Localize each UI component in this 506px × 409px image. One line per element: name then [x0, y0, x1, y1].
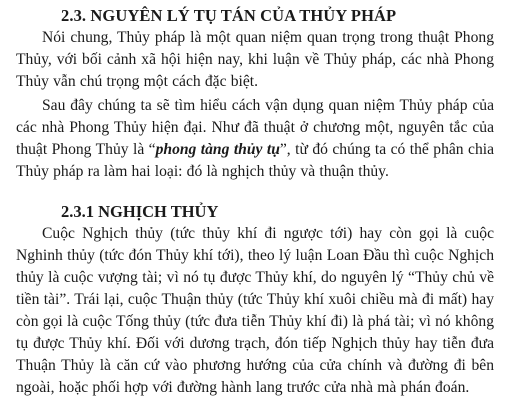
emphasized-term: phong tàng thủy tụ	[155, 141, 280, 158]
paragraph-classification-before: Sau đây chúng ta sẽ tìm hiểu cách vận dụng quan niệm Thủy pháp của các nhà Phong Thủy hiện đại. Như đã thuật ở chương một, nguyên tắc của thuật Phong Thủy là “	[16, 97, 494, 158]
section-title: 2.3. NGUYÊN LÝ TỤ TÁN CỦA THỦY PHÁP	[61, 6, 397, 25]
paragraph-classification	[16, 95, 494, 183]
paragraph-classification-after: ”, từ đó chúng ta có thể phân chia Thủy pháp ra làm hai loại: đó là nghịch thủy và thuận thủy.	[16, 141, 494, 180]
subsection-title: 2.3.1 NGHỊCH THỦY	[61, 202, 219, 221]
paragraph-intro: Nói chung, Thủy pháp là một quan niệm quan trọng trong thuật Phong Thủy, với bối cảnh xã hội hiện nay, khi luận về Thủy pháp, các nhà Phong Thủy vẫn chú trọng một cách đặc biệt.	[16, 29, 494, 90]
paragraph-nghich-thuy: Cuộc Nghịch thủy (tức thủy khí đi ngược tới) hay còn gọi là cuộc Nghinh thủy (tức đón Thủy khí tới), theo lý luận Loan Đầu thì cuộc Nghịch thủy là cuộc vượng tài; vì nó tụ được Thủy khí, do nguyên lý “Thủy chủ về tiền tài”. Trái lại, cuộc Thuận thủy (tức Thủy khí xuôi chiều mà đi mất) hay còn gọi là cuộc Tống thủy (tức đưa tiễn Thủy khí đi) là phá tài; vì nó không tụ được Thủy khí. Đối với dương trạch, đón tiếp Nghịch thủy hay tiễn đưa Thuận Thủy là căn cứ vào phương hướng của cửa chính và đường đi bên ngoài, hoặc phối hợp với đường hành lang trước cửa nhà mà phán đoán.	[16, 225, 494, 396]
